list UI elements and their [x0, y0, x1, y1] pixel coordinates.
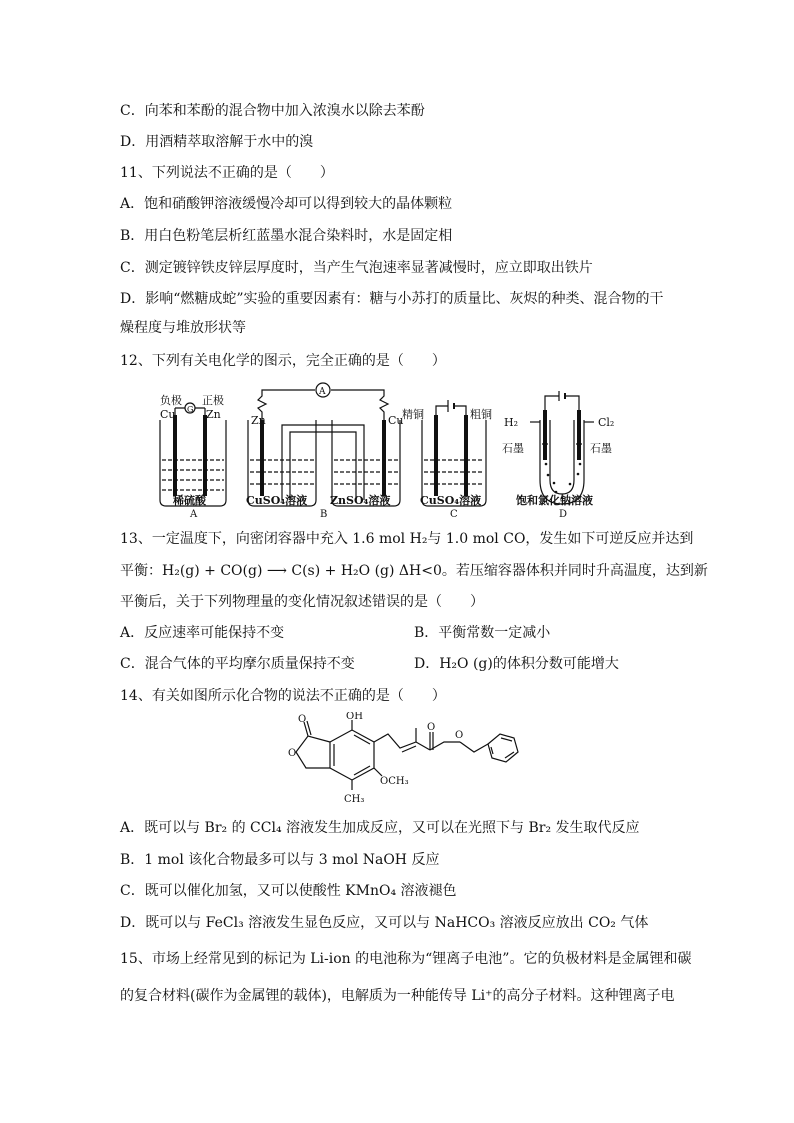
d-graphite2-label: 石墨	[590, 442, 612, 455]
electrochem-figure	[150, 380, 650, 522]
ester-o-label: O	[455, 730, 464, 741]
ester-carbonyl-o-label: O	[427, 722, 436, 733]
q11-option-d: D．影响“燃糖成蛇”实验的重要因素有：糖与小苏打的质量比、灰烬的种类、混合物的干	[120, 291, 664, 307]
q10-option-c: C．向苯和苯酚的混合物中加入浓溴水以除去苯酚	[120, 103, 425, 119]
ring-o-label: O	[288, 748, 297, 759]
q14-option-d: D．既可以与 FeCl₃ 溶液发生显色反应，又可以与 NaHCO₃ 溶液反应放出 CO₂ 气体	[120, 915, 649, 931]
c-crude-copper-label: 粗铜	[470, 408, 492, 421]
a-pos-label: 正极	[202, 394, 224, 407]
a-zn-label: Zn	[206, 408, 221, 421]
d-cl2-label: Cl₂	[598, 416, 615, 429]
d-solution-label: 饱和氯化钠溶液	[516, 494, 593, 507]
ch3-label: CH₃	[344, 794, 365, 805]
d-panel-label: D	[559, 509, 568, 520]
q14-stem: 14、有关如图所示化合物的说法不正确的是（ ）	[120, 688, 446, 704]
q14-option-c: C．既可以催化加氢，又可以使酸性 KMnO₄ 溶液褪色	[120, 883, 457, 899]
q11-option-b: B．用白色粉笔层析红蓝墨水混合染料时，水是固定相	[120, 228, 453, 244]
q15-stem-1: 15、市场上经常见到的标记为 Li-ion 的电池称为“锂离子电池”。它的负极材料是金属锂和碳	[120, 951, 692, 967]
q11-option-a: A．饱和硝酸钾溶液缓慢冷却可以得到较大的晶体颗粒	[120, 196, 453, 212]
b-solution2-label: ZnSO₄溶液	[330, 494, 391, 507]
q13-option-a: A．反应速率可能保持不变	[120, 625, 285, 641]
q13-option-c: C．混合气体的平均摩尔质量保持不变	[120, 656, 355, 672]
q11-option-d-cont: 燥程度与堆放形状等	[120, 320, 246, 336]
q13-option-b: B．平衡常数一定减小	[414, 625, 551, 641]
b-panel-label: B	[320, 509, 328, 520]
d-graphite1-label: 石墨	[502, 442, 524, 455]
a-cu-label: Cu	[160, 408, 176, 421]
b-cu-label: Cu	[388, 414, 404, 427]
q12-stem: 12、下列有关电化学的图示，完全正确的是（ ）	[120, 353, 446, 369]
carbonyl-o-label: O	[298, 714, 307, 725]
oh-label: OH	[346, 712, 363, 722]
q13-stem-2: 平衡：H₂(g) + CO(g) ⟶ C(s) + H₂O (g) ΔH<0。若压缩容器体积并同时升高温度，达到新	[120, 563, 708, 579]
q13-stem-3: 平衡后，关于下列物理量的变化情况叙述错误的是（ ）	[120, 594, 484, 610]
q13-option-d: D．H₂O (g)的体积分数可能增大	[414, 656, 619, 672]
och3-label: OCH₃	[380, 776, 409, 787]
q13-stem-1: 13、一定温度下，向密闭容器中充入 1.6 mol H₂与 1.0 mol CO，发生如下可逆反应并达到	[120, 531, 694, 547]
a-solution-label: 稀硫酸	[173, 494, 206, 507]
b-solution1-label: CuSO₄溶液	[246, 494, 308, 507]
d-h2-label: H₂	[504, 416, 519, 429]
c-solution-label: CuSO₄溶液	[420, 494, 482, 507]
q14-option-a: A．既可以与 Br₂ 的 CCl₄ 溶液发生加成反应，又可以在光照下与 Br₂ 发生取代反应	[120, 820, 640, 836]
a-galvanometer-label: G	[187, 405, 194, 414]
c-panel-label: C	[450, 509, 458, 520]
q14-option-b: B．1 mol 该化合物最多可以与 3 mol NaOH 反应	[120, 852, 440, 868]
q10-option-d: D．用酒精萃取溶解于水中的溴	[120, 134, 314, 150]
a-neg-label: 负极	[160, 394, 182, 407]
c-pure-copper-label: 精铜	[402, 408, 424, 421]
q11-option-c: C．测定镀锌铁皮锌层厚度时，当产生气泡速率显著减慢时，应立即取出铁片	[120, 260, 593, 276]
b-zn-label: Zn	[251, 414, 266, 427]
a-panel-label: A	[190, 509, 198, 520]
q15-stem-2: 的复合材料(碳作为金属锂的载体)，电解质为一种能传导 Li⁺的高分子材料。这种锂离子电	[120, 988, 675, 1004]
b-ammeter-label: A	[319, 387, 326, 397]
compound-structure-figure	[270, 712, 530, 808]
q11-stem: 11、下列说法不正确的是（ ）	[120, 165, 334, 181]
